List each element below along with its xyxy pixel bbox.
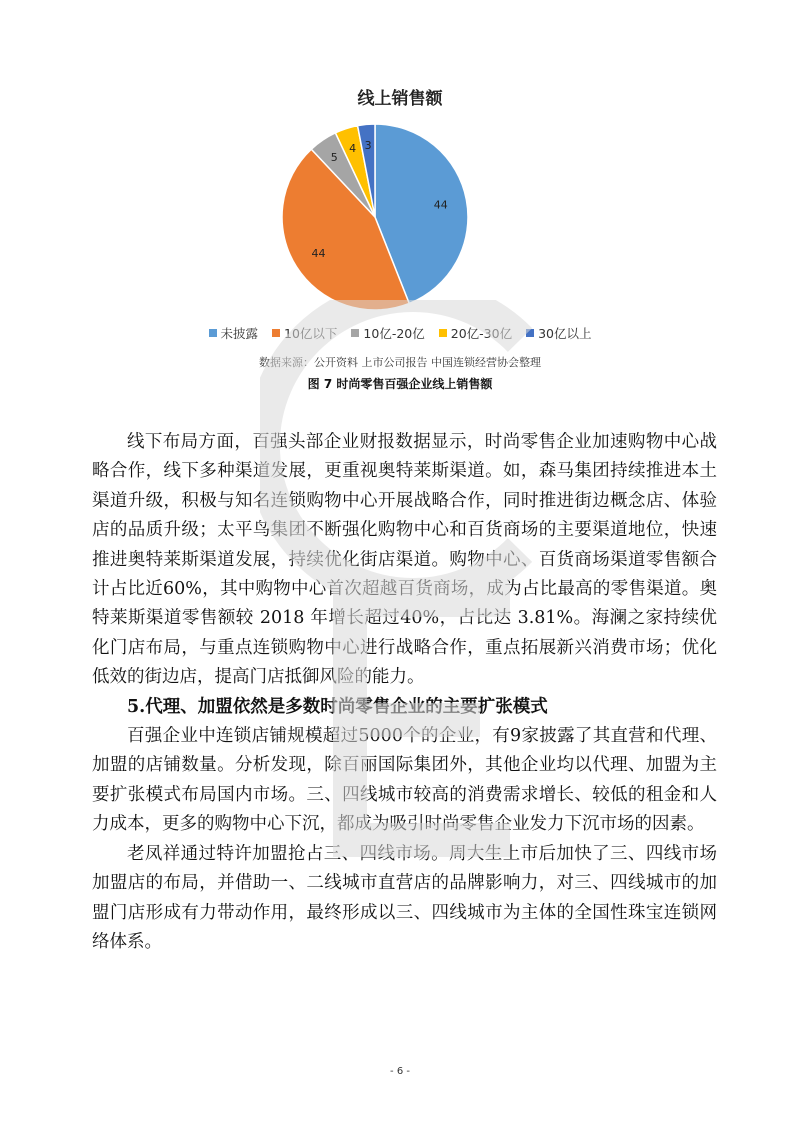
paragraph: 老凤祥通过特许加盟抢占三、四线市场。周大生上市后加快了三、四线市场加盟店的布局，并借助一、二线城市直营店的品牌影响力，对三、四线城市的加盟门店形成有力带动作用，最终形成以三、四线城市为主体的全国性珠宝连锁网络体系。: [92, 843, 717, 952]
legend-item: [272, 324, 337, 342]
legend-swatch: [351, 329, 359, 337]
pie-data-label: 44: [433, 198, 448, 212]
legend-item: [209, 324, 259, 342]
legend-swatch: [209, 329, 217, 337]
legend-label: 30亿以上: [538, 326, 592, 341]
legend-label: 未披露: [220, 326, 259, 341]
pie-data-label: 3: [364, 138, 372, 152]
paragraph: 百强企业中连锁店铺规模超过5000个的企业，有9家披露了其直营和代理、加盟的店铺数量。分析发现，除百丽国际集团外，其他企业均以代理、加盟为主要扩张模式布局国内市场。三、四线城市较高的消费需求增长、较低的租金和人力成本，更多的购物中心下沉，都成为吸引时尚零售企业发力下沉市场的因素。: [92, 726, 717, 835]
data-source-note: 数据来源：公开资料 上市公司报告 中国连锁经营协会整理: [259, 356, 541, 369]
legend-item: [351, 324, 424, 342]
body-text: [92, 428, 717, 957]
pie-data-label: 4: [349, 142, 357, 156]
chart-title: 线上销售额: [357, 89, 443, 109]
paragraph: 线下布局方面，百强头部企业财报数据显示，时尚零售企业加速购物中心战略合作，线下多种渠道发展，更重视奥特莱斯渠道。如，森马集团持续推进本土渠道升级，积极与知名连锁购物中心开展战略合作，同时推进街边概念店、体验店的品质升级；太平鸟集团不断强化购物中心和百货商场的主要渠道地位，快速推进奥特莱斯渠道发展，持续优化街店渠道。购物中心、百货商场渠道零售额合计占比近60%，其中购物中心首次超越百货商场，成为占比最高的零售渠道。奥特莱斯渠道零售额较 2018 年增长超过40%，占比达 3.81%。海澜之家持续优化门店布局，与重点连锁购物中心进行战略合作，重点拓展新兴消费市场；优化低效的街边店，提高门店抵御风险的能力。: [92, 432, 717, 688]
legend-swatch: [439, 329, 447, 337]
pie-chart: [270, 118, 480, 318]
legend-swatch: [272, 329, 280, 337]
page-number: - 6 -: [390, 1066, 410, 1077]
legend-item: [526, 324, 591, 342]
legend-swatch: [526, 329, 534, 337]
pie-data-label: 44: [311, 246, 326, 260]
section-heading: 5.代理、加盟依然是多数时尚零售企业的主要扩张模式: [127, 696, 548, 717]
chart-legend: [0, 324, 800, 342]
pie-data-label: 5: [330, 151, 338, 165]
figure-caption: 图 7 时尚零售百强企业线上销售额: [307, 377, 493, 391]
legend-label: 10亿以下: [284, 326, 338, 341]
legend-item: [439, 324, 512, 342]
legend-label: 10亿-20亿: [363, 326, 425, 341]
legend-label: 20亿-30亿: [450, 326, 513, 341]
